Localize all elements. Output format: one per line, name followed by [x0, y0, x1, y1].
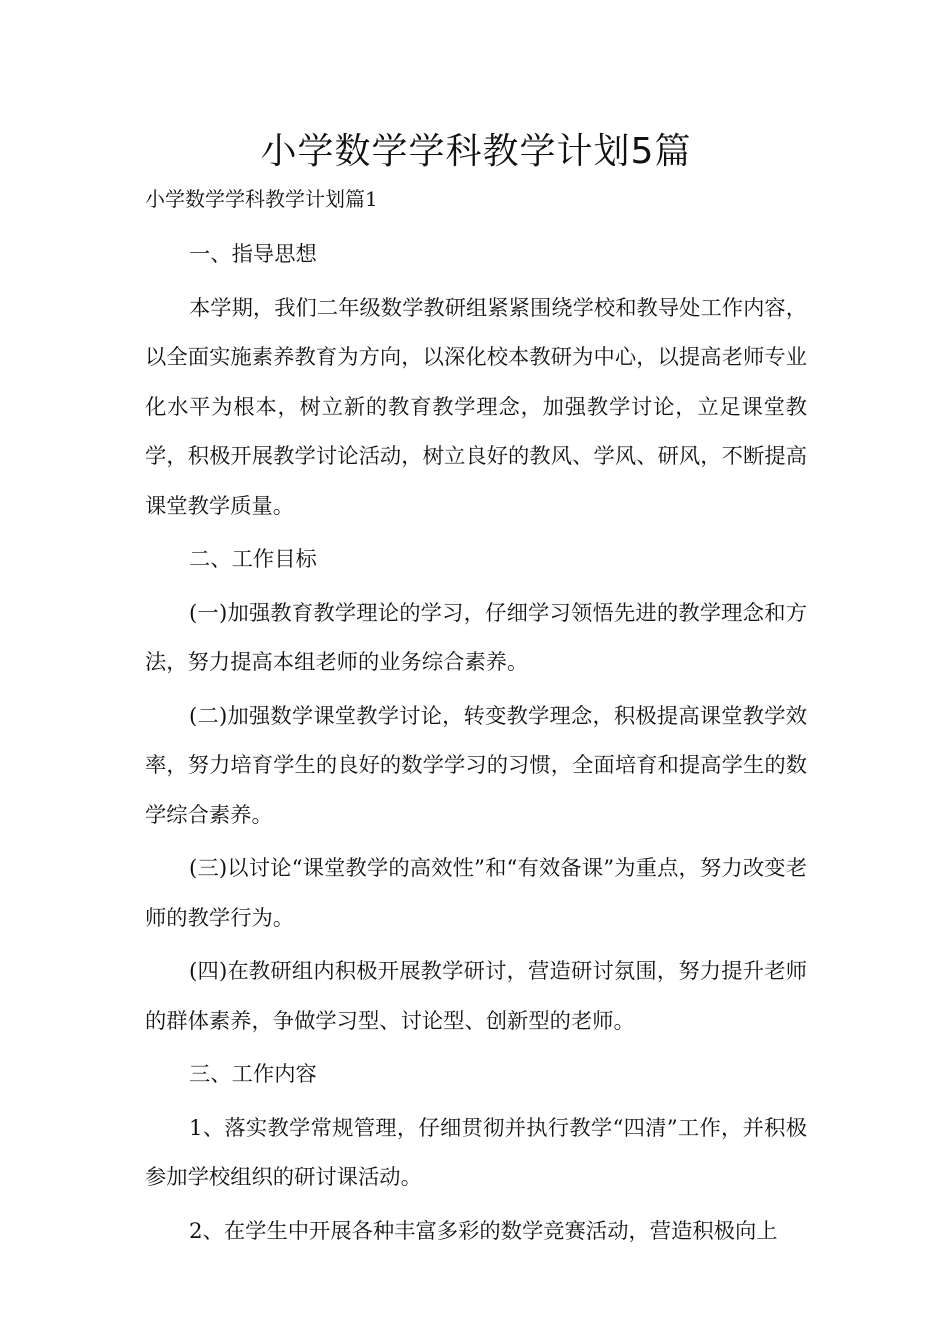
paragraph: (一)加强教育教学理论的学习，仔细学习领悟先进的教学理念和方法，努力提高本组老师的业务综合素养。 [145, 600, 807, 675]
paragraph: (三)以讨论“课堂教学的高效性”和“有效备课”为重点，努力改变老师的教学行为。 [145, 856, 807, 931]
paragraph: 本学期，我们二年级数学教研组紧紧围绕学校和教导处工作内容，以全面实施素养教育为方向，以深化校本教研为中心，以提高老师专业化水平为根本，树立新的教育教学理念，加强教学讨论，立足课堂教学，积极开展教学讨论活动，树立良好的教风、学风、研风，不断提高课堂教学质量。 [145, 295, 807, 519]
paragraph: (二)加强数学课堂教学讨论，转变教学理念，积极提高课堂教学效率，努力培育学生的良好的数学学习的习惯，全面培育和提高学生的数学综合素养。 [145, 703, 807, 828]
section-heading: 二、工作目标 [189, 547, 317, 572]
document-body [145, 230, 807, 1260]
section-heading: 一、指导思想 [189, 242, 317, 267]
paragraph: 1、落实教学常规管理，仔细贯彻并执行教学“四清”工作，并积极参加学校组织的研讨课活动。 [145, 1115, 807, 1190]
document-title: 小学数学学科教学计划5篇 [260, 131, 692, 172]
paragraph: 2、在学生中开展各种丰富多彩的数学竞赛活动，营造积极向上 [189, 1218, 778, 1244]
paragraph: (四)在教研组内积极开展教学研讨，营造研讨氛围，努力提升老师的群体素养，争做学习型、讨论型、创新型的老师。 [145, 959, 807, 1034]
section-heading: 三、工作内容 [189, 1062, 317, 1087]
document-subtitle: 小学数学学科教学计划篇1 [145, 187, 378, 211]
